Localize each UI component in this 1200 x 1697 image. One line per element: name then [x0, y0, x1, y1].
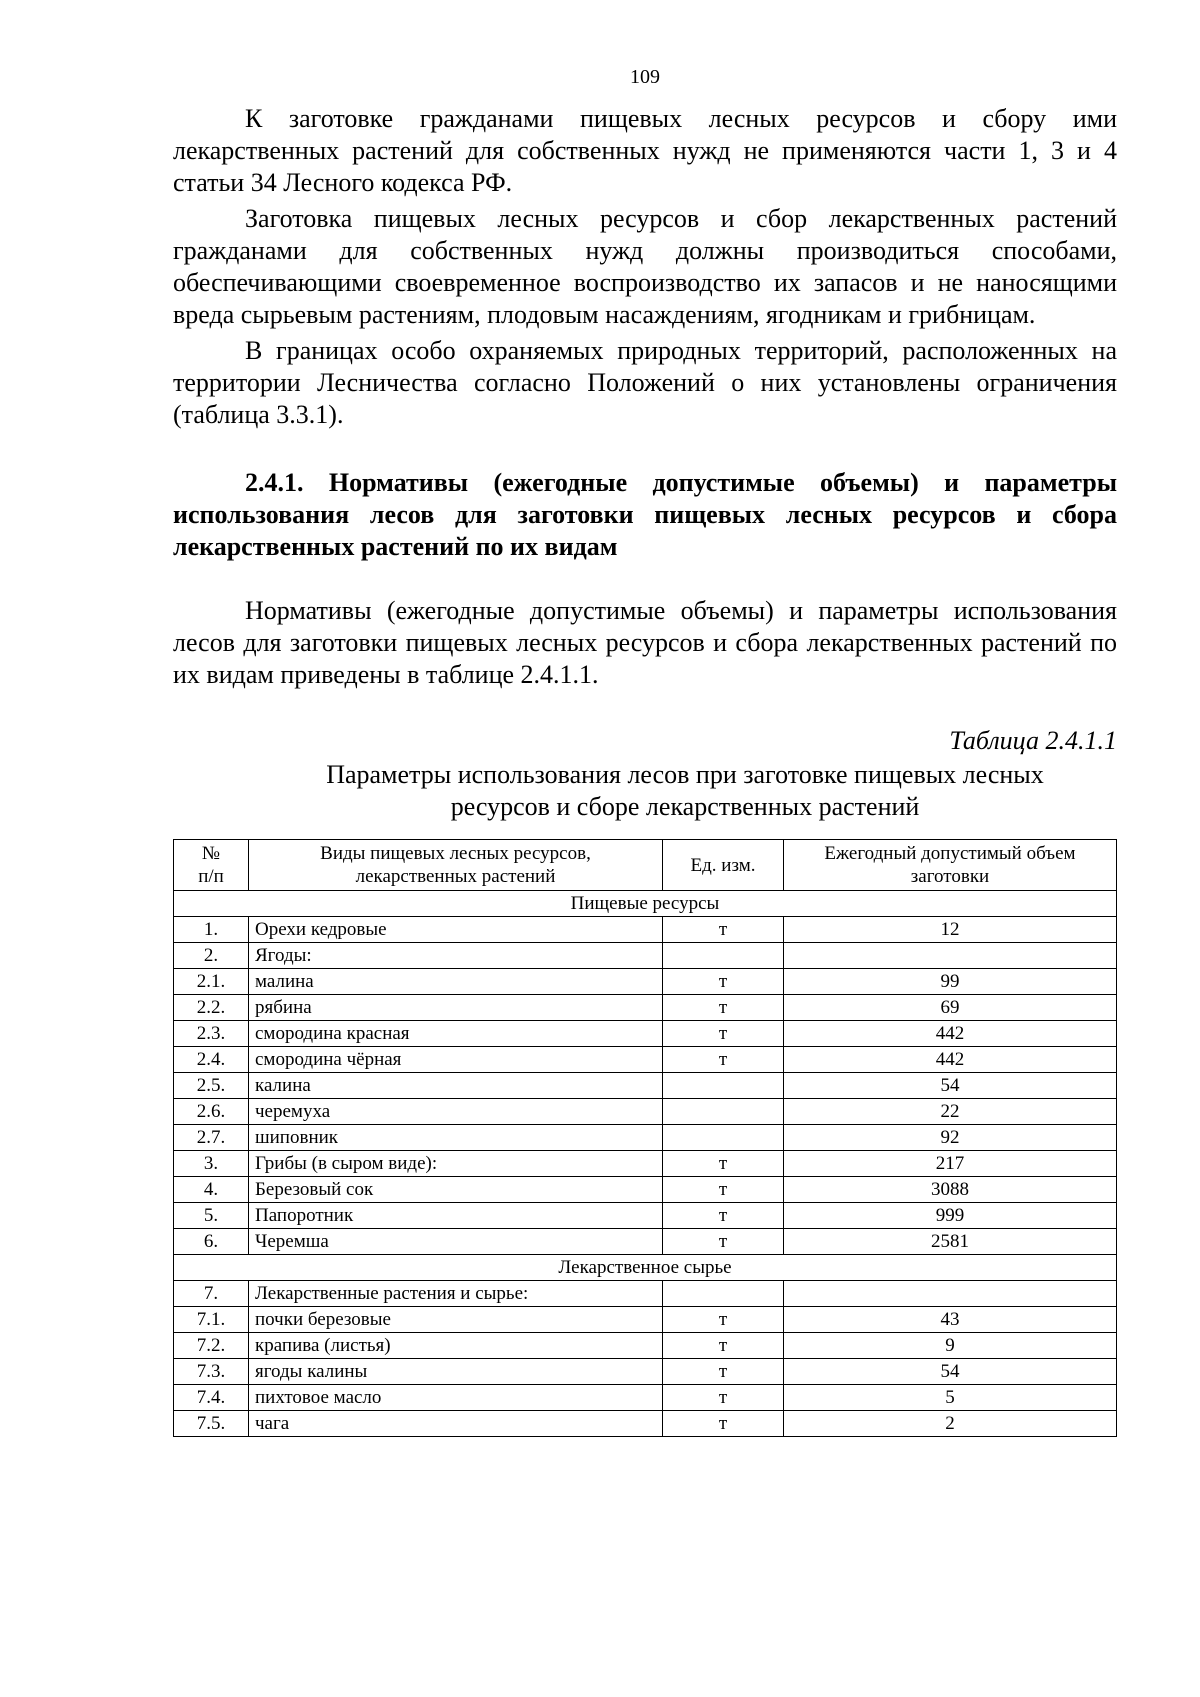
paragraph-3: В границах особо охраняемых природных территорий, расположенных на территории Лесничества согласно Положений о них установлены ограничения (таблица 3.3.1).	[173, 336, 1117, 429]
section-heading: 2.4.1. Нормативы (ежегодные допустимые объемы) и параметры использования лесов для заготовки пищевых лесных ресурсов и сбора лекарственных растений по их видам	[173, 468, 1117, 561]
row-volume: 5	[784, 1385, 1117, 1411]
row-volume	[784, 943, 1117, 969]
row-name: Орехи кедровые	[249, 917, 663, 943]
header-num	[174, 840, 249, 891]
row-name: пихтовое масло	[249, 1385, 663, 1411]
table-row	[174, 1333, 1117, 1359]
row-name: черемуха	[249, 1099, 663, 1125]
row-number: 2.3.	[174, 1021, 249, 1047]
row-name: Березовый сок	[249, 1177, 663, 1203]
table-header-row	[174, 840, 1117, 891]
row-volume: 92	[784, 1125, 1117, 1151]
table-body	[174, 891, 1117, 1437]
page-number: 109	[630, 66, 660, 88]
row-unit	[663, 943, 784, 969]
header-name-line-1: Виды пищевых лесных ресурсов,	[320, 843, 591, 864]
row-unit: т	[663, 1359, 784, 1385]
table-row	[174, 1385, 1117, 1411]
section-row	[174, 891, 1117, 917]
table-row	[174, 1177, 1117, 1203]
row-volume: 999	[784, 1203, 1117, 1229]
row-number: 7.3.	[174, 1359, 249, 1385]
row-name: Черемша	[249, 1229, 663, 1255]
row-name: чага	[249, 1411, 663, 1437]
header-name	[249, 840, 663, 891]
row-unit: т	[663, 1385, 784, 1411]
row-unit: т	[663, 969, 784, 995]
row-name: шиповник	[249, 1125, 663, 1151]
table-row	[174, 1021, 1117, 1047]
row-name: ягоды калины	[249, 1359, 663, 1385]
table-row	[174, 1281, 1117, 1307]
header-volume-line-1: Ежегодный допустимый объем	[824, 843, 1076, 864]
row-name: калина	[249, 1073, 663, 1099]
paragraph-1: К заготовке гражданами пищевых лесных ресурсов и сбору ими лекарственных растений для собственных нужд не применяются части 1, 3 и 4 статьи 34 Лесного кодекса РФ.	[173, 104, 1117, 197]
table-row	[174, 1151, 1117, 1177]
row-number: 7.4.	[174, 1385, 249, 1411]
table-row	[174, 1203, 1117, 1229]
row-unit: т	[663, 995, 784, 1021]
row-name: малина	[249, 969, 663, 995]
row-number: 4.	[174, 1177, 249, 1203]
row-number: 3.	[174, 1151, 249, 1177]
row-name: смородина красная	[249, 1021, 663, 1047]
row-volume: 2	[784, 1411, 1117, 1437]
row-name: крапива (листья)	[249, 1333, 663, 1359]
section-row	[174, 1255, 1117, 1281]
table-row	[174, 1073, 1117, 1099]
row-unit	[663, 1281, 784, 1307]
row-unit: т	[663, 917, 784, 943]
row-number: 2.5.	[174, 1073, 249, 1099]
row-unit: т	[663, 1203, 784, 1229]
row-volume: 442	[784, 1047, 1117, 1073]
row-number: 7.5.	[174, 1411, 249, 1437]
row-unit: т	[663, 1307, 784, 1333]
row-number: 2.	[174, 943, 249, 969]
table-row	[174, 1229, 1117, 1255]
row-name: рябина	[249, 995, 663, 1021]
document-page	[173, 66, 1117, 1437]
row-name: смородина чёрная	[249, 1047, 663, 1073]
row-volume: 442	[784, 1021, 1117, 1047]
row-name: Грибы (в сыром виде):	[249, 1151, 663, 1177]
row-number: 2.1.	[174, 969, 249, 995]
table-title	[173, 759, 1117, 823]
row-number: 1.	[174, 917, 249, 943]
row-unit	[663, 1125, 784, 1151]
row-unit: т	[663, 1177, 784, 1203]
table-row	[174, 917, 1117, 943]
row-volume: 12	[784, 917, 1117, 943]
section-title: Пищевые ресурсы	[174, 891, 1117, 917]
row-volume: 43	[784, 1307, 1117, 1333]
table-row	[174, 1359, 1117, 1385]
intro-paragraph: Нормативы (ежегодные допустимые объемы) и параметры использования лесов для заготовки пищевых лесных ресурсов и сбора лекарственных растений по их видам приведены в таблице 2.4.1.1.	[173, 596, 1117, 689]
header-volume-line-2: заготовки	[910, 866, 990, 887]
row-volume: 217	[784, 1151, 1117, 1177]
row-unit	[663, 1073, 784, 1099]
row-number: 2.6.	[174, 1099, 249, 1125]
resources-table	[173, 839, 1117, 1437]
row-unit: т	[663, 1229, 784, 1255]
row-volume: 9	[784, 1333, 1117, 1359]
row-volume: 22	[784, 1099, 1117, 1125]
table-row	[174, 943, 1117, 969]
table-title-line-2: ресурсов и сборе лекарственных растений	[450, 792, 920, 821]
table-row	[174, 995, 1117, 1021]
row-name: Лекарственные растения и сырье:	[249, 1281, 663, 1307]
header-unit: Ед. изм.	[663, 840, 784, 891]
row-number: 5.	[174, 1203, 249, 1229]
row-number: 2.7.	[174, 1125, 249, 1151]
row-number: 7.1.	[174, 1307, 249, 1333]
row-volume: 99	[784, 969, 1117, 995]
paragraph-2: Заготовка пищевых лесных ресурсов и сбор лекарственных растений гражданами для собственных нужд должны производиться способами, обеспечивающими своевременное воспроизводство их запасов и не наносящими вреда сырьевым растениям, плодовым насаждениям, ягодникам и грибницам.	[173, 204, 1117, 329]
row-name: почки березовые	[249, 1307, 663, 1333]
section-title: Лекарственное сырье	[174, 1255, 1117, 1281]
table-row	[174, 1307, 1117, 1333]
table-title-line-1: Параметры использования лесов при заготовке пищевых лесных	[326, 760, 1044, 789]
table-row	[174, 969, 1117, 995]
row-unit: т	[663, 1021, 784, 1047]
table-row	[174, 1411, 1117, 1437]
row-volume: 2581	[784, 1229, 1117, 1255]
row-number: 7.2.	[174, 1333, 249, 1359]
table-row	[174, 1047, 1117, 1073]
row-number: 7.	[174, 1281, 249, 1307]
row-volume: 69	[784, 995, 1117, 1021]
row-volume: 54	[784, 1073, 1117, 1099]
row-number: 2.4.	[174, 1047, 249, 1073]
row-volume	[784, 1281, 1117, 1307]
row-number: 6.	[174, 1229, 249, 1255]
header-volume	[784, 840, 1117, 891]
table-row	[174, 1125, 1117, 1151]
header-num-line-2: п/п	[198, 866, 224, 887]
row-volume: 54	[784, 1359, 1117, 1385]
header-name-line-2: лекарственных растений	[355, 866, 556, 887]
row-volume: 3088	[784, 1177, 1117, 1203]
table-label: Таблица 2.4.1.1	[949, 726, 1117, 755]
row-unit: т	[663, 1411, 784, 1437]
row-unit: т	[663, 1333, 784, 1359]
row-unit: т	[663, 1151, 784, 1177]
row-unit: т	[663, 1047, 784, 1073]
header-num-line-1: №	[201, 843, 221, 864]
row-name: Папоротник	[249, 1203, 663, 1229]
row-unit	[663, 1099, 784, 1125]
row-name: Ягоды:	[249, 943, 663, 969]
table-row	[174, 1099, 1117, 1125]
row-number: 2.2.	[174, 995, 249, 1021]
